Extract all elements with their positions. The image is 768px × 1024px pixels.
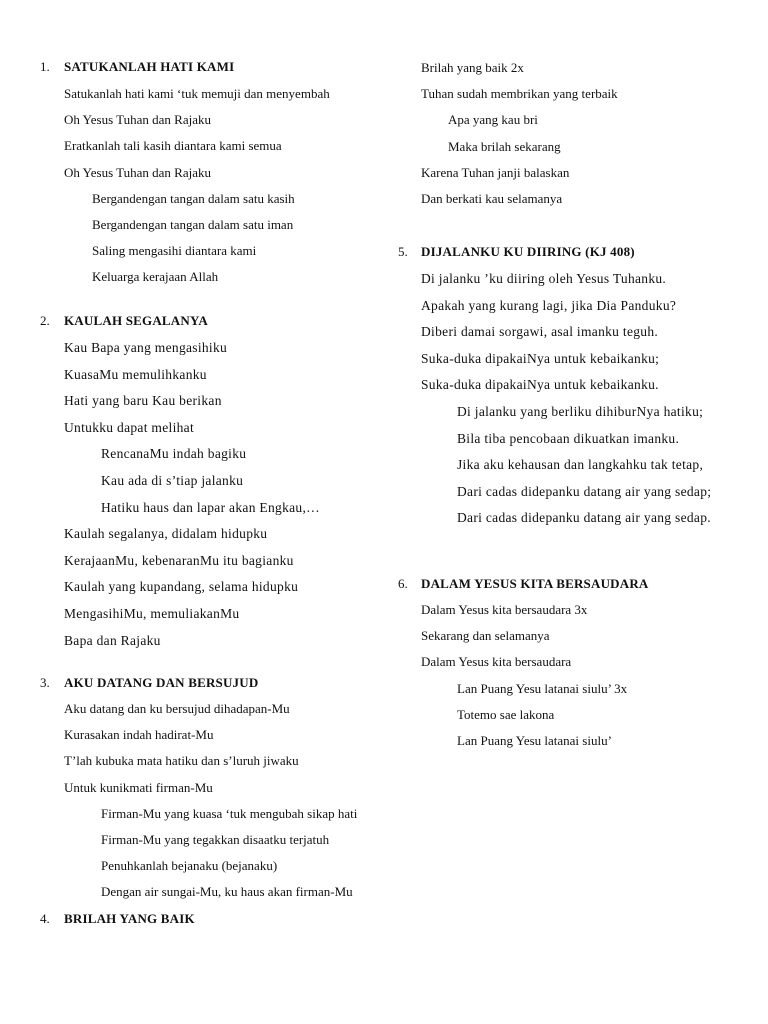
song-6 [395,574,768,754]
lyric-line: Oh Yesus Tuhan dan Rajaku [64,164,211,180]
lyric-line: Diberi damai sorgawi, asal imanku teguh. [421,324,659,340]
song-lyrics [0,335,395,654]
lyric-line: Di jalanku ’ku diiring oleh Yesus Tuhanku. [421,271,667,286]
lyric-line: Eratkanlah tali kasih diantara kami semua [64,138,282,154]
lyric-line: Totemo sae lakona [457,706,555,722]
song-title: SATUKANLAH HATI KAMI [64,59,235,74]
lyric-line: Suka-duka dipakaiNya untuk kebaikanku. [421,377,659,393]
lyric-line: Jika aku kehausan dan langkahku tak tetap, [457,457,704,473]
lyric-line: Keluarga kerajaan Allah [92,269,219,285]
lyric-line: Dalam Yesus kita bersaudara [421,654,572,670]
lyric-line: Dalam Yesus kita bersaudara 3x [421,602,588,617]
song-number: 2. [40,313,50,328]
lyric-line: KerajaanMu, kebenaranMu itu bagianku [64,552,294,568]
song-lyrics [0,696,395,906]
lyric-line: Dari cadas didepanku datang air yang sedap; [457,483,712,499]
lyric-line: Sekarang dan selamanya [421,628,550,644]
lyric-line: T’lah kubuka mata hatiku dan s’luruh jiwaku [64,753,299,769]
lyric-line: Firman-Mu yang kuasa ‘tuk mengubah sikap hati [101,805,358,821]
song-number: 4. [40,911,50,926]
lyric-line: Suka-duka dipakaiNya untuk kebaikanku; [421,350,660,366]
lyric-line: Lan Puang Yesu latanai siulu’ 3x [457,680,628,696]
lyric-line: Untukku dapat melihat [64,419,195,435]
lyric-line: Untuk kunikmati firman-Mu [64,779,213,795]
lyric-line: Brilah yang baik 2x [421,60,524,75]
song-3 [0,673,395,906]
song-5 [395,242,768,532]
lyric-line: Oh Yesus Tuhan dan Rajaku [64,112,211,128]
song-title: KAULAH SEGALANYA [64,313,208,328]
lyric-line: Bapa dan Rajaku [64,632,161,648]
lyric-line: Kaulah segalanya, didalam hidupku [64,526,268,542]
lyric-line: Bila tiba pencobaan dikuatkan imanku. [457,430,680,446]
song-number: 1. [40,59,50,74]
song-2 [0,311,395,654]
lyric-line: MengasihiMu, memuliakanMu [64,605,240,621]
lyric-line: Dari cadas didepanku datang air yang sedap. [457,510,711,526]
song-number: 3. [40,675,50,690]
lyric-line: Apa yang kau bri [448,112,538,128]
song-header [0,909,395,929]
song-header [395,574,768,594]
song-header [395,242,768,262]
lyric-line: RencanaMu indah bagiku [101,446,247,462]
lyric-line: Hati yang baru Kau berikan [64,393,222,409]
lyric-line: Bergandengan tangan dalam satu iman [92,217,294,233]
song-title: DALAM YESUS KITA BERSAUDARA [421,576,649,591]
song-title: BRILAH YANG BAIK [64,911,195,926]
lyric-line: Kurasakan indah hadirat-Mu [64,727,214,743]
song-lyrics [0,81,395,291]
song-header [0,673,395,693]
lyric-line: Dengan air sungai-Mu, ku haus akan firman-Mu [101,884,353,900]
song-number: 6. [398,576,408,591]
lyric-line: Penuhkanlah bejanaku (bejanaku) [101,858,278,874]
song-title: AKU DATANG DAN BERSUJUD [64,675,259,690]
lyric-line: Maka brilah sekarang [448,138,561,154]
lyric-line: Kau Bapa yang mengasihiku [64,340,228,355]
lyric-line: Kau ada di s’tiap jalanku [101,472,244,488]
lyric-line: Hatiku haus dan lapar akan Engkau,… [101,499,320,515]
lyric-line: Firman-Mu yang tegakkan disaatku terjatuh [101,832,330,848]
song-lyrics [395,55,768,212]
lyric-line: Di jalanku yang berliku dihiburNya hatiku; [457,403,704,419]
lyric-line: Dan berkati kau selamanya [421,191,563,207]
lyric-line: KuasaMu memulihkanku [64,366,207,382]
lyric-line: Lan Puang Yesu latanai siulu’ [457,733,612,749]
song-4-lyrics [395,55,768,212]
lyric-line: Bergandengan tangan dalam satu kasih [92,190,295,206]
lyric-line: Saling mengasihi diantara kami [92,243,257,259]
lyric-line: Apakah yang kurang lagi, jika Dia Panduku? [421,297,677,313]
song-lyrics [395,266,768,532]
song-1 [0,57,395,291]
song-title: DIJALANKU KU DIIRING (KJ 408) [421,244,635,259]
lyric-line: Karena Tuhan janji balaskan [421,164,570,180]
lyric-line: Aku datang dan ku bersujud dihadapan-Mu [64,701,290,716]
song-lyrics [395,597,768,754]
lyric-line: Satukanlah hati kami ‘tuk memuji dan menyembah [64,86,330,101]
song-header [0,57,395,77]
song-header [0,311,395,331]
lyric-line: Kaulah yang kupandang, selama hidupku [64,579,299,595]
lyric-line: Tuhan sudah membrikan yang terbaik [421,86,618,102]
song-number: 5. [398,244,408,259]
song-4-heading [0,909,395,929]
